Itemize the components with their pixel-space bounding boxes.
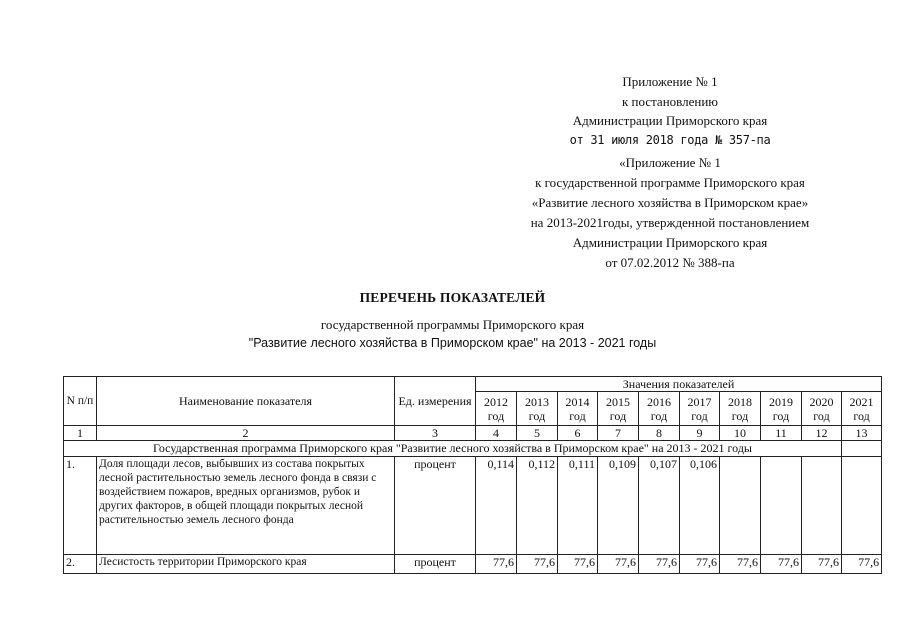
year-suffix: год — [487, 408, 505, 423]
indicator-value — [761, 457, 802, 555]
subtitle-line-1: государственной программы Приморского края — [320, 317, 585, 332]
year-suffix: год — [853, 408, 870, 423]
appendix-program-line: на 2013-2021годы, утвержденной постановлением — [530, 215, 810, 230]
column-number: 4 — [476, 426, 517, 441]
appendix-1-line: к постановлению — [621, 93, 719, 109]
year-suffix: год — [691, 408, 708, 423]
header-num: N п/п — [64, 377, 97, 426]
year-label: 2021 — [849, 394, 874, 409]
column-number: 3 — [395, 426, 476, 441]
subtitle-line-2: "Развитие лесного хозяйства в Приморском крае" на 2013 - 2021 годы — [248, 336, 657, 350]
year-label: 2019 — [769, 394, 793, 409]
column-number: 5 — [517, 426, 558, 441]
indicator-value: 0,109 — [598, 457, 639, 555]
appendix-program-line: «Развитие лесного хозяйства в Приморском крае» — [531, 195, 809, 210]
column-number: 11 — [761, 426, 802, 441]
year-suffix: год — [528, 408, 546, 423]
appendix-1-line: Приложение № 1 — [622, 74, 718, 89]
year-suffix: год — [813, 408, 830, 423]
indicators-table — [63, 376, 882, 574]
indicator-value: 0,114 — [476, 457, 517, 555]
indicator-value: 0,107 — [639, 457, 680, 555]
appendix-program-line: Администрации Приморского края — [572, 235, 768, 250]
year-label: 2014 — [565, 394, 590, 409]
appendix-1-line: Администрации Приморского края — [572, 113, 768, 128]
appendix-program-header — [470, 153, 870, 273]
indicator-value: 77,6 — [842, 555, 882, 574]
year-label: 2012 — [484, 394, 508, 409]
indicator-value — [802, 457, 842, 555]
indicator-value — [842, 457, 882, 555]
indicator-value: 77,6 — [476, 555, 517, 574]
indicator-unit: процент — [395, 555, 476, 574]
year-label: 2017 — [687, 394, 712, 409]
header-year — [720, 392, 761, 426]
column-number: 7 — [598, 426, 639, 441]
header-year — [842, 392, 882, 426]
appendix-1-date-stamp: от 31 июля 2018 года № 357-па — [569, 132, 771, 147]
column-number: 10 — [720, 426, 761, 441]
header-year — [598, 392, 639, 426]
year-suffix: год — [731, 408, 749, 423]
year-label: 2015 — [606, 394, 630, 409]
row-number: 2. — [64, 555, 97, 574]
indicator-unit: процент — [395, 457, 476, 555]
indicator-value: 77,6 — [598, 555, 639, 574]
document-title: ПЕРЕЧЕНЬ ПОКАЗАТЕЛЕЙ — [359, 290, 546, 305]
column-number: 8 — [639, 426, 680, 441]
appendix-program-line: «Приложение № 1 — [619, 155, 721, 170]
header-year — [558, 392, 598, 426]
indicator-value: 77,6 — [639, 555, 680, 574]
column-number: 12 — [802, 426, 842, 441]
indicator-value: 77,6 — [720, 555, 761, 574]
indicator-value: 0,112 — [517, 457, 558, 555]
row-number: 1. — [64, 457, 97, 555]
year-label: 2013 — [525, 394, 549, 409]
document-subtitle — [0, 315, 905, 353]
indicator-value: 77,6 — [558, 555, 598, 574]
column-number: 9 — [680, 426, 720, 441]
appendix-1-header — [520, 72, 820, 150]
indicator-value: 77,6 — [761, 555, 802, 574]
indicator-name: Доля площади лесов, выбывших из состава покрытых лесной растительностью земель лесного фонда в связи с воздействием пожаров, вредных организмов, рубок и других факторов, в общей площади покрытых лесной растительностью земель лесного фонда — [97, 457, 395, 555]
header-year — [680, 392, 720, 426]
indicator-value — [720, 457, 761, 555]
section-row: Государственная программа Приморского края "Развитие лесного хозяйства в Приморском крае" на 2013 - 2021 годы — [64, 441, 842, 457]
column-number: 2 — [97, 426, 395, 441]
year-label: 2020 — [809, 394, 834, 409]
header-year — [517, 392, 558, 426]
header-values: Значения показателей — [476, 377, 882, 392]
year-suffix: год — [569, 408, 586, 423]
appendix-program-line: от 07.02.2012 № 388-па — [605, 255, 735, 270]
column-number: 6 — [558, 426, 598, 441]
year-suffix: год — [650, 408, 668, 423]
header-year — [761, 392, 802, 426]
indicator-name: Лесистость территории Приморского края — [97, 555, 395, 574]
indicator-value: 0,106 — [680, 457, 720, 555]
indicator-value: 77,6 — [517, 555, 558, 574]
year-suffix: год — [609, 408, 627, 423]
empty-cell — [842, 441, 882, 457]
header-year — [476, 392, 517, 426]
column-number: 13 — [842, 426, 882, 441]
indicator-value: 77,6 — [680, 555, 720, 574]
year-label: 2018 — [728, 394, 752, 409]
year-suffix: год — [772, 408, 790, 423]
indicator-value: 0,111 — [558, 457, 598, 555]
header-unit: Ед. измерения — [395, 377, 476, 426]
header-name: Наименование показателя — [97, 377, 395, 426]
appendix-program-line: к государственной программе Приморского края — [535, 175, 805, 190]
header-year — [802, 392, 842, 426]
header-year — [639, 392, 680, 426]
indicator-value: 77,6 — [802, 555, 842, 574]
year-label: 2016 — [647, 394, 671, 409]
column-number: 1 — [64, 426, 97, 441]
